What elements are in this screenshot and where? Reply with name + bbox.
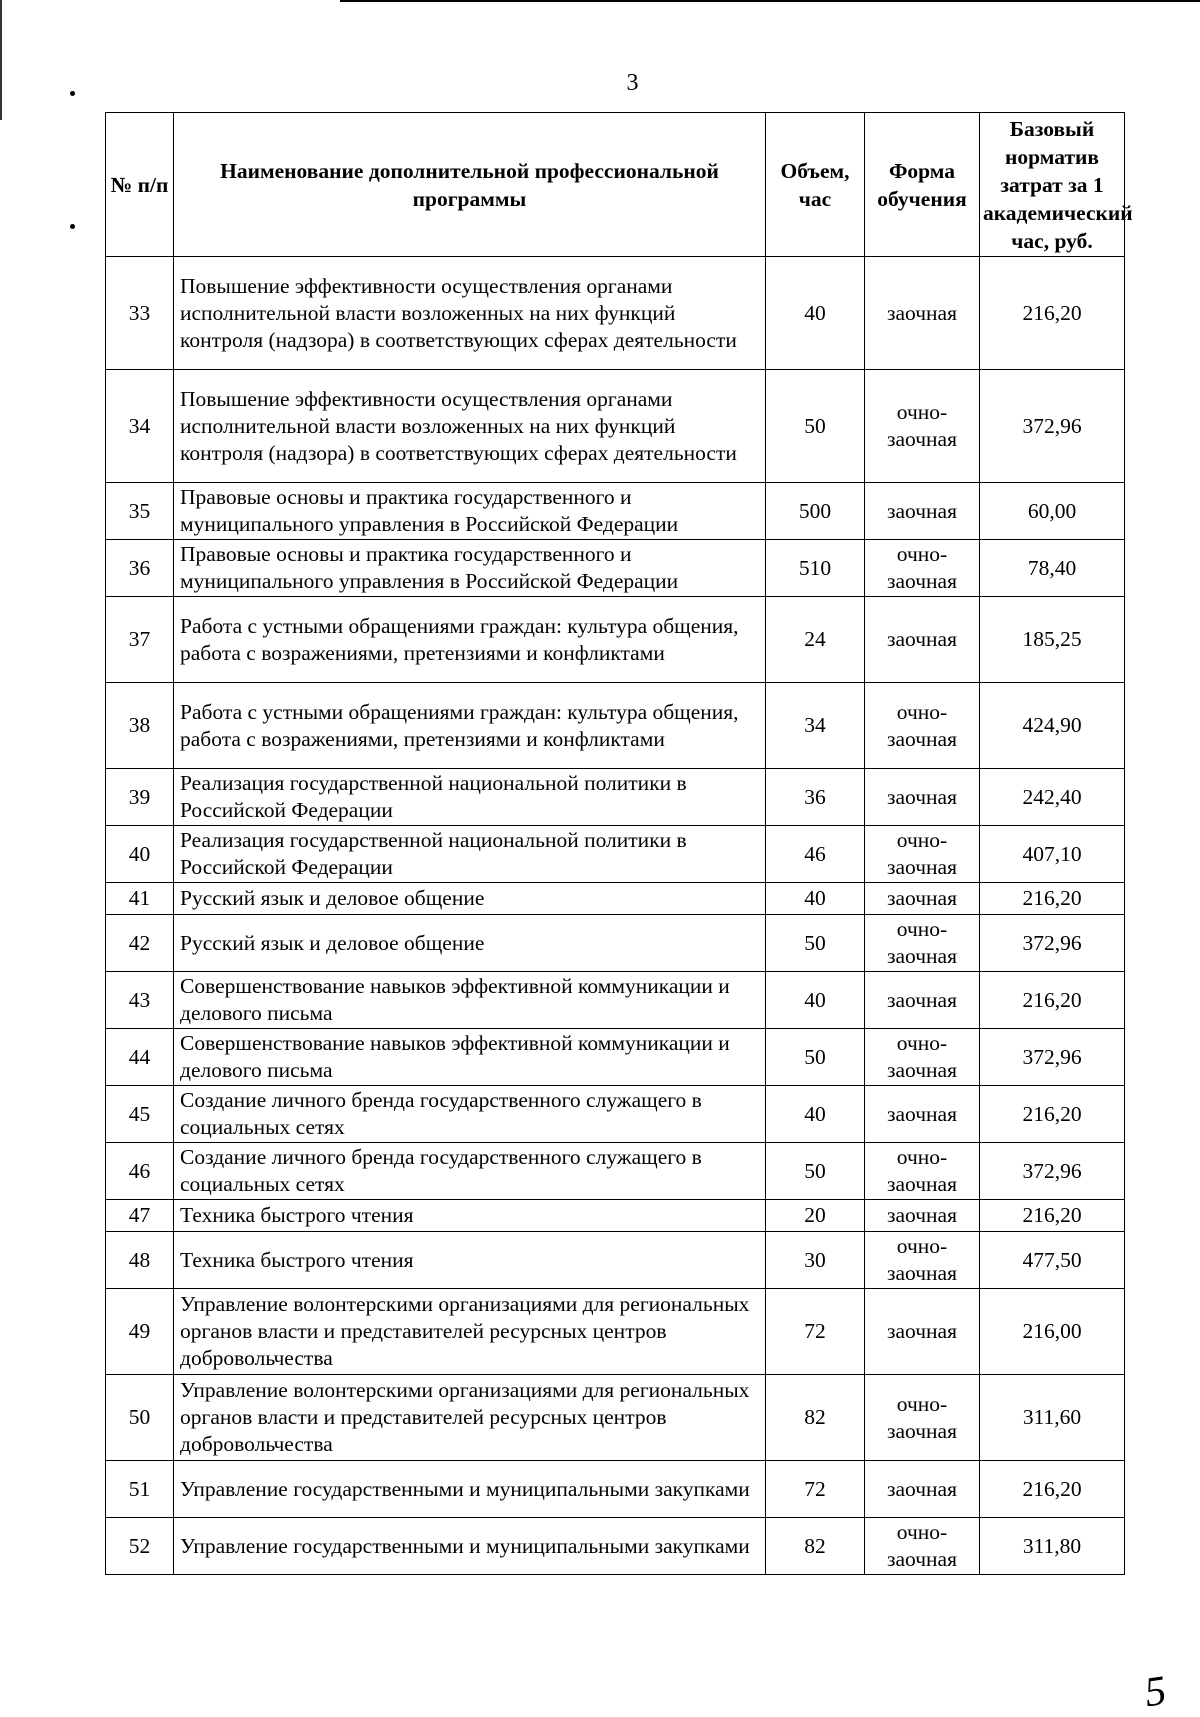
cell-form: заочная	[865, 972, 980, 1029]
scan-border-left	[0, 0, 2, 120]
page-number: 3	[626, 70, 639, 96]
cell-hours: 34	[766, 683, 865, 769]
cell-hours: 72	[766, 1289, 865, 1375]
cell-cost: 78,40	[980, 540, 1125, 597]
header-cost: Базовый норматив затрат за 1 академический час, руб.	[980, 113, 1125, 257]
table-row	[106, 1232, 1125, 1289]
cell-cost: 372,96	[980, 1029, 1125, 1086]
cell-num: 38	[106, 683, 174, 769]
cell-name: Совершенствование навыков эффективной коммуникации и делового письма	[174, 1029, 766, 1086]
scan-border-top	[340, 0, 1200, 2]
cell-form: очно-заочная	[865, 370, 980, 483]
cell-name: Повышение эффективности осуществления органами исполнительной власти возложенных на них функций контроля (надзора) в соответствующих сферах деятельности	[174, 257, 766, 370]
cell-name: Реализация государственной национальной политики в Российской Федерации	[174, 769, 766, 826]
cell-cost: 216,20	[980, 972, 1125, 1029]
cell-num: 51	[106, 1461, 174, 1518]
cell-num: 35	[106, 483, 174, 540]
table-row	[106, 883, 1125, 915]
header-hours: Объем, час	[766, 113, 865, 257]
cell-num: 44	[106, 1029, 174, 1086]
table-row	[106, 1461, 1125, 1518]
handwritten-mark: 5	[1141, 1667, 1170, 1717]
cell-cost: 185,25	[980, 597, 1125, 683]
table-row	[106, 972, 1125, 1029]
table-row	[106, 1029, 1125, 1086]
cell-cost: 372,96	[980, 370, 1125, 483]
table-row	[106, 1086, 1125, 1143]
cell-cost: 60,00	[980, 483, 1125, 540]
cell-cost: 424,90	[980, 683, 1125, 769]
table-row	[106, 1518, 1125, 1575]
cell-form: очно-заочная	[865, 683, 980, 769]
cell-num: 43	[106, 972, 174, 1029]
cell-cost: 242,40	[980, 769, 1125, 826]
cell-num: 48	[106, 1232, 174, 1289]
cell-cost: 216,20	[980, 1200, 1125, 1232]
cell-name: Реализация государственной национальной политики в Российской Федерации	[174, 826, 766, 883]
cell-hours: 72	[766, 1461, 865, 1518]
cell-cost: 216,20	[980, 883, 1125, 915]
cell-cost: 311,80	[980, 1518, 1125, 1575]
cell-form: очно-заочная	[865, 1029, 980, 1086]
cell-num: 42	[106, 915, 174, 972]
cell-cost: 216,20	[980, 257, 1125, 370]
cell-name: Повышение эффективности осуществления органами исполнительной власти возложенных на них функций контроля (надзора) в соответствующих сферах деятельности	[174, 370, 766, 483]
cell-hours: 46	[766, 826, 865, 883]
header-form: Форма обучения	[865, 113, 980, 257]
cell-num: 52	[106, 1518, 174, 1575]
cell-form: очно-заочная	[865, 1143, 980, 1200]
cell-form: заочная	[865, 1289, 980, 1375]
cell-form: заочная	[865, 1086, 980, 1143]
cell-name: Создание личного бренда государственного служащего в социальных сетях	[174, 1143, 766, 1200]
cell-form: заочная	[865, 883, 980, 915]
cell-name: Техника быстрого чтения	[174, 1232, 766, 1289]
cell-num: 47	[106, 1200, 174, 1232]
cell-form: заочная	[865, 1461, 980, 1518]
cell-cost: 311,60	[980, 1375, 1125, 1461]
cell-hours: 82	[766, 1375, 865, 1461]
cell-num: 50	[106, 1375, 174, 1461]
table-row	[106, 1200, 1125, 1232]
cell-hours: 50	[766, 915, 865, 972]
cell-num: 45	[106, 1086, 174, 1143]
cell-num: 36	[106, 540, 174, 597]
cell-num: 37	[106, 597, 174, 683]
cell-hours: 500	[766, 483, 865, 540]
cell-name: Русский язык и деловое общение	[174, 915, 766, 972]
table-row	[106, 597, 1125, 683]
table-row	[106, 683, 1125, 769]
cell-hours: 24	[766, 597, 865, 683]
table-header-row	[106, 113, 1125, 257]
header-num: № п/п	[106, 113, 174, 257]
cell-form: заочная	[865, 257, 980, 370]
cell-hours: 40	[766, 883, 865, 915]
cell-hours: 510	[766, 540, 865, 597]
cell-name: Работа с устными обращениями граждан: культура общения, работа с возражениями, претензиями и конфликтами	[174, 683, 766, 769]
cell-hours: 82	[766, 1518, 865, 1575]
cell-form: очно-заочная	[865, 826, 980, 883]
cell-form: заочная	[865, 1200, 980, 1232]
cell-name: Правовые основы и практика государственного и муниципального управления в Российской Федерации	[174, 540, 766, 597]
cell-hours: 40	[766, 972, 865, 1029]
table-row	[106, 483, 1125, 540]
table-body	[106, 257, 1125, 1575]
table-row	[106, 1375, 1125, 1461]
cell-num: 34	[106, 370, 174, 483]
cell-hours: 20	[766, 1200, 865, 1232]
cell-form: очно-заочная	[865, 915, 980, 972]
table-row	[106, 1289, 1125, 1375]
cell-hours: 40	[766, 1086, 865, 1143]
cell-num: 46	[106, 1143, 174, 1200]
cell-hours: 50	[766, 1029, 865, 1086]
cell-name: Создание личного бренда государственного служащего в социальных сетях	[174, 1086, 766, 1143]
cell-cost: 216,20	[980, 1086, 1125, 1143]
cell-name: Техника быстрого чтения	[174, 1200, 766, 1232]
cell-cost: 216,00	[980, 1289, 1125, 1375]
table-row	[106, 540, 1125, 597]
cell-name: Совершенствование навыков эффективной коммуникации и делового письма	[174, 972, 766, 1029]
cell-cost: 216,20	[980, 1461, 1125, 1518]
cell-cost: 372,96	[980, 915, 1125, 972]
cell-name: Управление государственными и муниципальными закупками	[174, 1461, 766, 1518]
cell-form: заочная	[865, 769, 980, 826]
cell-hours: 50	[766, 370, 865, 483]
table-row	[106, 257, 1125, 370]
cell-num: 41	[106, 883, 174, 915]
cell-name: Работа с устными обращениями граждан: культура общения, работа с возражениями, претензиями и конфликтами	[174, 597, 766, 683]
table-row	[106, 915, 1125, 972]
cell-cost: 407,10	[980, 826, 1125, 883]
cell-num: 33	[106, 257, 174, 370]
cell-hours: 50	[766, 1143, 865, 1200]
programs-table	[105, 112, 1133, 1575]
cell-hours: 40	[766, 257, 865, 370]
table-row	[106, 370, 1125, 483]
cell-cost: 372,96	[980, 1143, 1125, 1200]
cell-name: Правовые основы и практика государственного и муниципального управления в Российской Федерации	[174, 483, 766, 540]
scan-speck	[70, 224, 75, 229]
cell-num: 40	[106, 826, 174, 883]
cell-form: очно-заочная	[865, 1518, 980, 1575]
cell-hours: 36	[766, 769, 865, 826]
cell-name: Управление волонтерскими организациями для региональных органов власти и представителей ресурсных центров добровольчества	[174, 1289, 766, 1375]
table-row	[106, 826, 1125, 883]
header-name: Наименование дополнительной профессиональной программы	[174, 113, 766, 257]
cell-num: 49	[106, 1289, 174, 1375]
cell-num: 39	[106, 769, 174, 826]
cell-cost: 477,50	[980, 1232, 1125, 1289]
cell-form: заочная	[865, 597, 980, 683]
cell-name: Управление государственными и муниципальными закупками	[174, 1518, 766, 1575]
cell-form: очно-заочная	[865, 1232, 980, 1289]
cell-form: очно-заочная	[865, 540, 980, 597]
table-row	[106, 1143, 1125, 1200]
cell-form: заочная	[865, 483, 980, 540]
cell-name: Русский язык и деловое общение	[174, 883, 766, 915]
cell-form: очно-заочная	[865, 1375, 980, 1461]
table-row	[106, 769, 1125, 826]
cell-hours: 30	[766, 1232, 865, 1289]
cell-name: Управление волонтерскими организациями для региональных органов власти и представителей ресурсных центров добровольчества	[174, 1375, 766, 1461]
